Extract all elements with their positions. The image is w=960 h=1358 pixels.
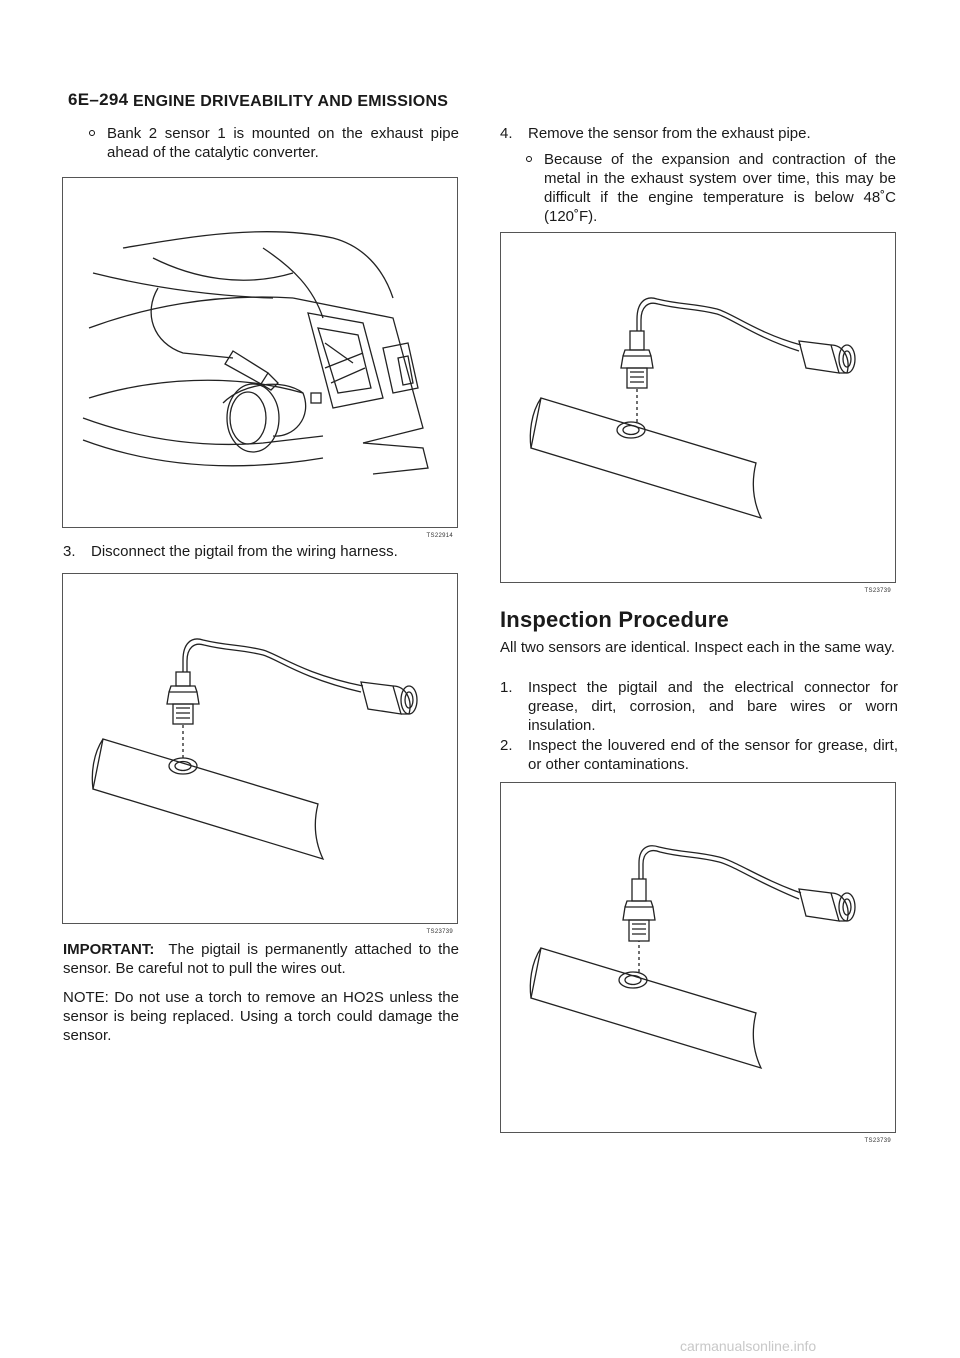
figure-oxygen-sensor: [62, 573, 458, 935]
left-column: [63, 124, 459, 162]
bullet-circle-icon: [526, 156, 532, 162]
figure-code: TS23739: [864, 588, 891, 594]
figure-code: TS23739: [426, 929, 453, 935]
inspection-intro: [500, 638, 898, 657]
step-number: 4.: [500, 125, 513, 142]
torch-note: [63, 988, 459, 1045]
step-text: Inspect the louvered end of the sensor for grease, dirt, or other contaminations.: [528, 737, 898, 773]
figure-oxygen-sensor-inspection: [500, 782, 896, 1144]
important-text: The pigtail is permanently attached to the sensor. Be careful not to pull the wires out.: [63, 941, 459, 977]
page-number: 6E–294: [68, 90, 129, 109]
bullet-item: [500, 150, 896, 226]
bullet-text: Because of the expansion and contraction of the metal in the exhaust system over time, this may be difficult if the engine temperature is below 48˚C (120˚F).: [544, 151, 896, 225]
step-number: 2.: [500, 737, 513, 754]
inspection-step-1: [500, 678, 898, 735]
bullet-item: [63, 124, 459, 162]
figure-code: TS23739: [864, 1138, 891, 1144]
right-column: [500, 124, 896, 226]
important-label: IMPORTANT:: [63, 941, 155, 958]
section-header-title: ENGINE DRIVEABILITY AND EMISSIONS: [133, 93, 449, 110]
step-number: 3.: [63, 543, 76, 560]
step-text: Disconnect the pigtail from the wiring harness.: [91, 543, 398, 560]
intro-text: All two sensors are identical. Inspect each in the same way.: [500, 639, 895, 656]
bullet-text: Bank 2 sensor 1 is mounted on the exhaust pipe ahead of the catalytic converter.: [107, 125, 459, 161]
watermark: carmanualsonline.info: [680, 1338, 817, 1354]
oxygen-sensor-illustration: [501, 233, 895, 582]
figure-sensor-installed: [62, 177, 458, 539]
sensor-installed-illustration: [63, 178, 457, 527]
step-3: [63, 542, 459, 561]
step-text: Remove the sensor from the exhaust pipe.: [528, 125, 811, 142]
inspection-procedure-heading: Inspection Procedure: [500, 607, 729, 632]
important-note: [63, 940, 459, 978]
oxygen-sensor-illustration: [63, 574, 457, 923]
figure-oxygen-sensor-removal: [500, 232, 896, 594]
inspection-step-2: [500, 736, 898, 774]
step-text: Inspect the pigtail and the electrical connector for grease, dirt, corrosion, and bare wires or worn insulation.: [528, 679, 898, 734]
note-text: NOTE: Do not use a torch to remove an HO2S unless the sensor is being replaced. Using a torch could damage the sensor.: [63, 989, 459, 1044]
bullet-circle-icon: [89, 130, 95, 136]
step-number: 1.: [500, 679, 513, 696]
oxygen-sensor-illustration: [501, 783, 895, 1132]
figure-code: TS22914: [426, 533, 453, 539]
